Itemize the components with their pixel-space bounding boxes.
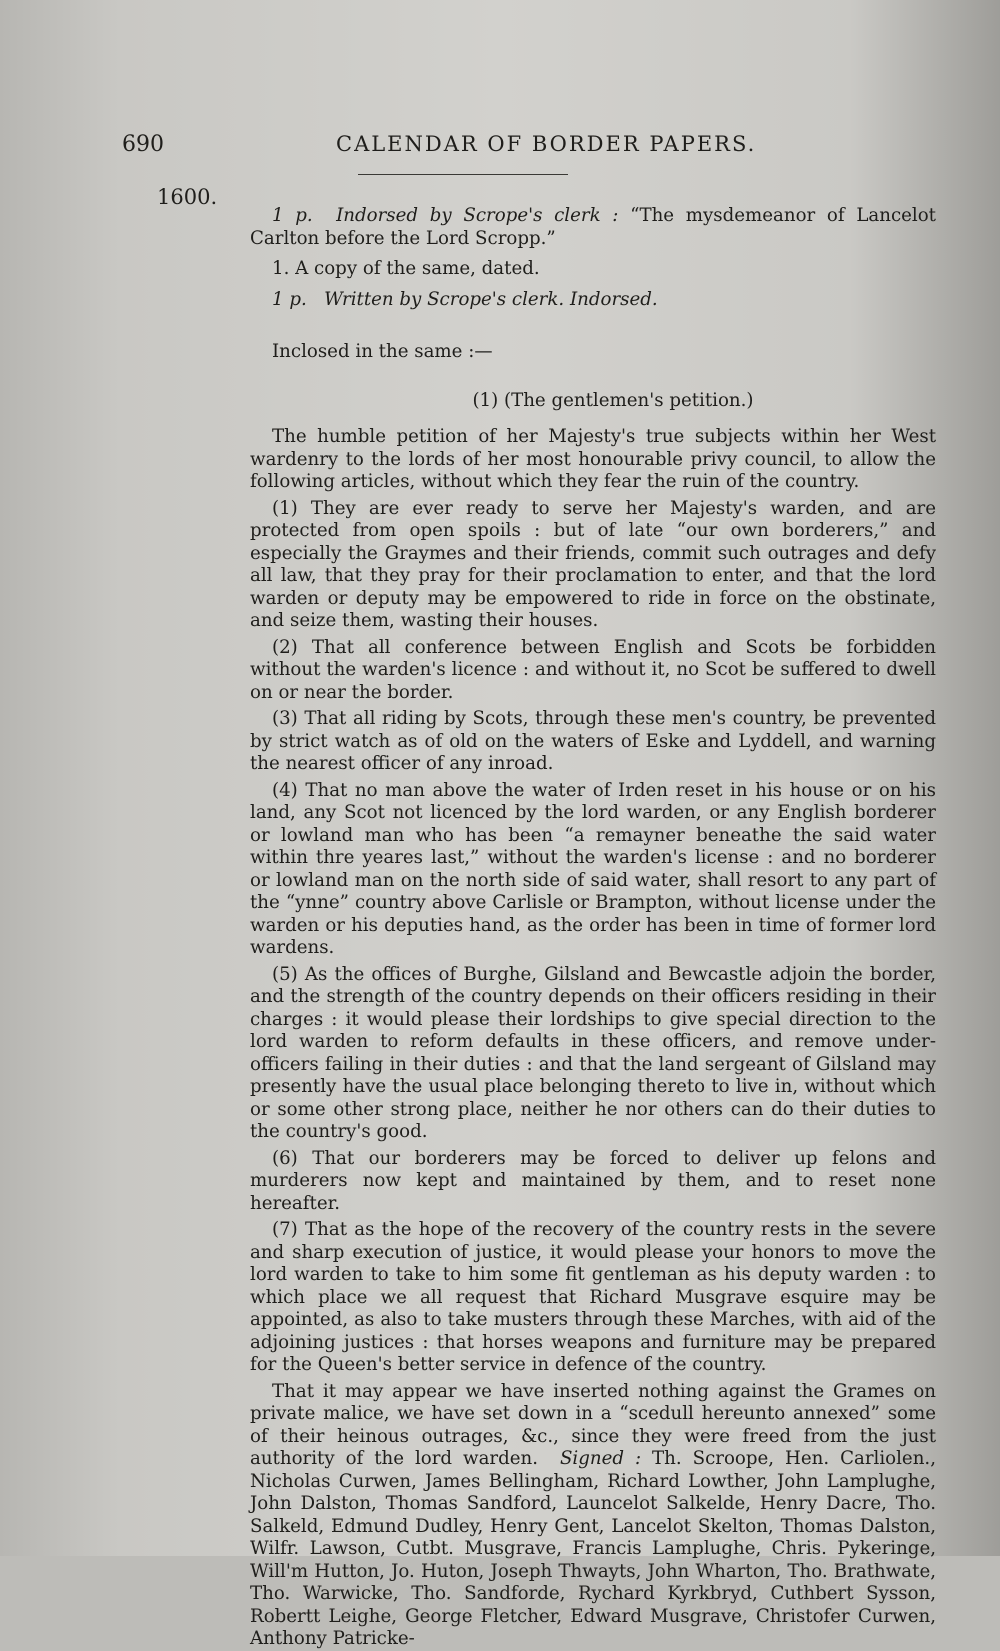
note-1-text: “The mysdemeanor of Lancelot Carlton before the Lord Scropp.” (250, 205, 936, 249)
article-6: (6) That our borderers may be forced to deliver up felons and murderers now kept and maintained by them, and to reset none hereafter. (250, 1147, 936, 1214)
closing-text: That it may appear we have inserted nothing against the Grames on private malice, we have set down in a “scedull hereunto annexed” some of their heinous outrages, &c., since they were freed from the just authority of the lord warden. (250, 1380, 936, 1469)
note-copy: 1. A copy of the same, dated. (272, 258, 540, 279)
document-body (250, 205, 936, 1651)
signatories: Th. Scroope, Hen. Carliolen., Nicholas Curwen, James Bellingham, Richard Lowther, John Lamplughe, John Dalston, Thomas Sandford, Launcelot Salkelde, Henry Dacre, Tho. Salkeld, Edmund Dudley, Henry Gent, Lancelot Skelton, Thomas Dalston, Wilfr. Lawson, Cutbt. Musgrave, Francis Lamplughe, Chris. Pykeringe, Will'm Hutton, Jo. Huton, Joseph Thwayts, John Wharton, Tho. Brathwate, Tho. Warwicke, Tho. Sandforde, Rychard Kyrkbryd, Cuthbert Sysson, Robertt Leighe, George Fletcher, Edward Musgrave, Christofer Curwen, Anthony Patricke- (250, 1448, 936, 1649)
page-header (0, 128, 1000, 168)
article-7: (7) That as the hope of the recovery of the country rests in the severe and sharp execution of justice, it would please your honors to move the lord warden to take to him some fit gentleman as his deputy warden : to which place we all request that Richard Musgrave esquire may be appointed, as also to take musters through these Marches, with aid of the adjoining justices : that horses weapons and furniture may be prepared for the Queen's better service in defence of the country. (250, 1219, 936, 1375)
article-3: (3) That all riding by Scots, through these men's country, be prevented by strict watch as of old on the waters of Eske and Lyddell, and warning the nearest officer of any inroad. (250, 708, 936, 774)
petition-heading: (1) (The gentlemen's petition.) (472, 389, 754, 411)
note-indorsed (250, 205, 936, 250)
article-5: (5) As the offices of Burghe, Gilsland and Bewcastle adjoin the border, and the strength of the country depends on their officers residing in their charges : it would please their lordships to give special direction to the lord warden to reform defaults in these officers, and remove under-officers failing in their duties : and that the land sergeant of Gilsland may presently have the usual place belonging thereto to live in, without which or some other strong place, neither he nor others can do their duties to the country's good. (250, 963, 936, 1142)
page-number: 690 (122, 132, 164, 157)
margin-year: 1600. (157, 185, 218, 209)
article-1: (1) They are ever ready to serve her Majesty's warden, and are protected from open spoils : but of late “our own borderers,” and especially the Graymes and their friends, commit such outrages and defy all law, that they pray for their proclamation to enter, and that the lord warden or deputy may be empowered to ride in force on the obstinate, and seize them, wasting their houses. (250, 497, 936, 631)
signed-label: Signed : (559, 1448, 642, 1469)
article-2: (2) That all conference between English and Scots be forbidden without the warden's licence : and without it, no Scot be suffered to dwell on or near the border. (250, 636, 936, 703)
article-4: (4) That no man above the water of Irden reset in his house or on his land, any Scot not licenced by the lord warden, or any English borderer or lowland man who has been “a remayner beneathe the said water within thre yeares last,” without the warden's license : and no borderer or lowland man on the north side of said water, shall resort to any part of the “ynne” country above Carlisle or Brampton, without license under the warden or his deputies hand, as the order has been in time of former lord wardens. (250, 779, 936, 958)
note-3-italic: Written by Scrope's clerk. Indorsed. (324, 288, 658, 310)
note-1-italic: Indorsed by Scrope's clerk : (336, 205, 619, 226)
note-3-prefix: 1 p. (272, 288, 307, 310)
inclosed-line: Inclosed in the same :— (272, 341, 493, 362)
header-rule (358, 174, 568, 175)
petition-intro: The humble petition of her Majesty's true subjects within her West wardenry to the lords of her most honourable privy council, to allow the following articles, without which they fear the ruin of the country. (250, 426, 936, 492)
closing-paragraph (250, 1381, 936, 1651)
note-written (250, 289, 936, 312)
note-1-prefix: 1 p. (272, 205, 313, 226)
running-title: CALENDAR OF BORDER PAPERS. (336, 132, 757, 156)
